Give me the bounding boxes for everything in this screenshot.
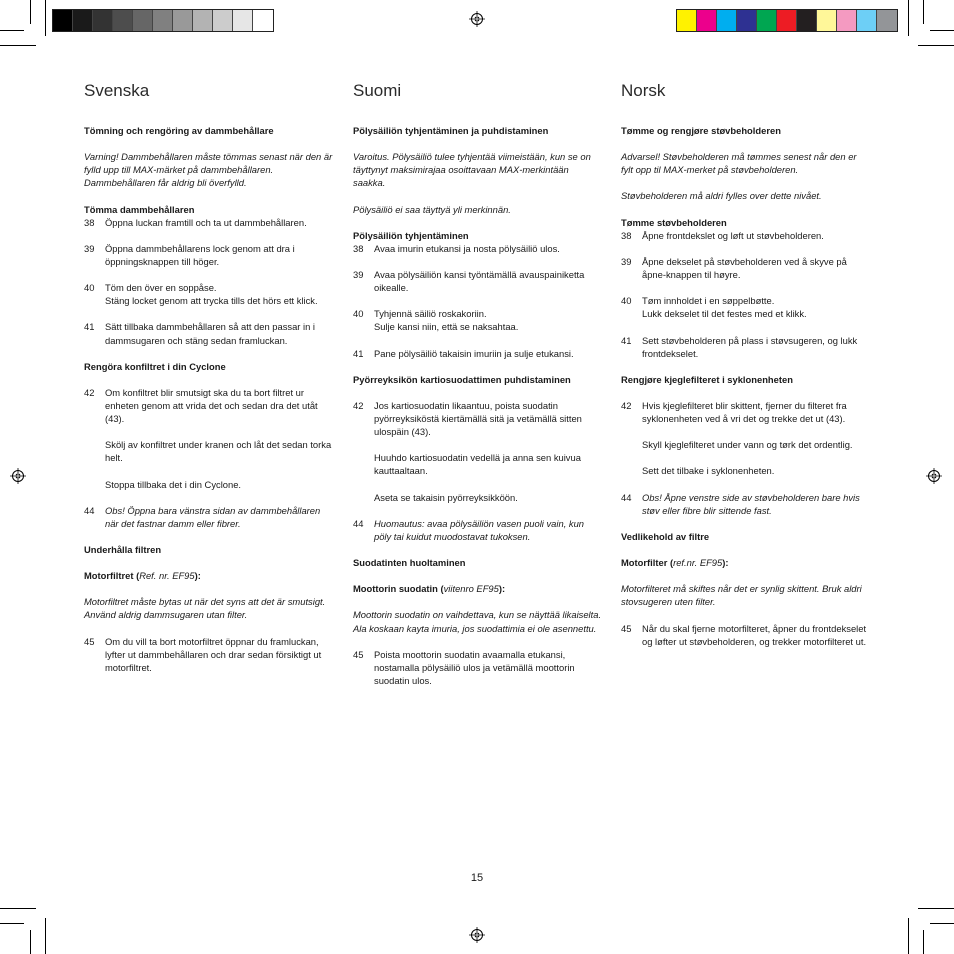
numbered-step — [353, 347, 603, 360]
numbered-step — [84, 281, 334, 294]
step-number — [84, 294, 105, 307]
italic-note: Varoitus. Pölysäiliö tulee tyhjentää viimeistään, kun se on täyttynyt maksimirajaa osoittavaan MAX-merkintään saakka. — [353, 151, 591, 189]
reference-suffix: ): — [194, 570, 201, 582]
section-heading: Vedlikehold av filtre — [621, 530, 710, 542]
step-number: 39 — [84, 242, 95, 254]
section-heading: Tömning och rengöring av dammbehållare — [84, 125, 274, 136]
numbered-step — [621, 294, 871, 307]
spacer — [353, 294, 603, 307]
numbered-step — [84, 478, 334, 491]
numbered-step — [84, 294, 334, 307]
step-text: Skyll kjeglefilteret under vann og tørk det ordentlig. — [642, 439, 853, 451]
italic-note: Varning! Dammbehållaren måste tömmas senast när den är fylld upp till MAX-märket på dammbehållaren. Dammbehållaren får aldrig bli överfylld. — [84, 151, 333, 189]
step-text: Avaa imurin etukansi ja nosta pölysäiliö ulos. — [374, 242, 560, 254]
step-number — [353, 451, 374, 477]
step-number: 40 — [353, 308, 364, 320]
spacer — [84, 373, 334, 386]
reference-number: Ref. nr. EF95 — [139, 570, 195, 582]
spacer — [84, 464, 334, 477]
crop-mark — [930, 30, 954, 31]
step-number — [84, 478, 105, 491]
spacer — [621, 517, 871, 530]
step-number: 38 — [353, 242, 364, 254]
step-text: Öppna luckan framtill och ta ut dammbehållaren. — [105, 216, 307, 228]
color-swatch — [817, 10, 837, 31]
color-swatch — [113, 10, 133, 31]
spacer — [621, 425, 871, 438]
numbered-step — [621, 229, 871, 242]
step-number: 38 — [84, 216, 95, 228]
crop-mark — [908, 0, 909, 36]
section-heading: Suodatinten huoltaminen — [353, 557, 466, 569]
step-number — [353, 320, 374, 333]
filter-reference-heading — [353, 582, 603, 595]
crop-mark — [918, 908, 954, 909]
step-number — [621, 464, 642, 477]
color-swatch — [253, 10, 273, 31]
step-text: Avaa pölysäiliön kansi työntämällä avauspainiketta oikealle. — [374, 269, 585, 294]
spacer — [353, 334, 603, 347]
spacer — [621, 478, 871, 491]
spacer — [84, 268, 334, 281]
spacer — [84, 229, 334, 242]
crop-mark — [0, 45, 36, 46]
step-text: Töm den över en soppåse. — [105, 282, 217, 294]
step-number — [621, 438, 642, 451]
color-swatch — [93, 10, 113, 31]
numbered-step — [84, 216, 334, 229]
spacer — [84, 530, 334, 543]
italic-note: Moottorin suodatin on vaihdettava, kun se näyttää likaiselta. Ala koskaan kayta imuria, jos suodattimia ei ole asennettu. — [353, 609, 602, 634]
filter-reference-heading — [621, 556, 871, 569]
numbered-step — [84, 635, 334, 674]
step-text: Skölj av konfiltret under kranen och låt det sedan torka helt. — [105, 439, 332, 464]
column-suomi — [353, 80, 603, 687]
numbered-step — [84, 504, 334, 530]
color-swatch — [737, 10, 757, 31]
section-heading: Rengöra konfiltret i din Cyclone — [84, 360, 226, 372]
spacer — [353, 386, 603, 399]
step-number: 44 — [84, 504, 95, 516]
color-swatch — [797, 10, 817, 31]
section-heading: Pölysäiliön tyhjentäminen — [353, 229, 469, 241]
numbered-step — [353, 648, 603, 687]
spacer — [353, 478, 603, 491]
italic-note: Advarsel! Støvbeholderen må tømmes senest når den er fylt opp til MAX-merket på støvbeholderen. — [621, 151, 857, 176]
reference-number: viitenro EF95 — [443, 583, 499, 595]
step-text: Tyhjennä säiliö roskakoriin. — [374, 308, 487, 320]
step-number: 45 — [621, 622, 632, 634]
spacer — [353, 438, 603, 451]
process-color-bar — [676, 9, 898, 32]
column-title: Suomi — [353, 81, 402, 100]
color-swatch — [837, 10, 857, 31]
step-number: 38 — [621, 229, 632, 241]
spacer — [353, 255, 603, 268]
color-swatch — [677, 10, 697, 31]
color-swatch — [777, 10, 797, 31]
step-number — [84, 438, 105, 464]
spacer — [353, 543, 603, 556]
step-number: 40 — [84, 282, 95, 294]
numbered-step — [353, 320, 603, 333]
step-text: Öppna dammbehållarens lock genom att dra i öppningsknappen till höger. — [105, 242, 295, 267]
numbered-step — [353, 242, 603, 255]
numbered-step — [621, 491, 871, 517]
reference-prefix: Motorfiltret ( — [84, 570, 140, 582]
step-text: Aseta se takaisin pyörreyksikköön. — [374, 491, 518, 503]
step-number — [621, 307, 642, 320]
grayscale-color-bar — [52, 9, 274, 32]
step-text: Pane pölysäiliö takaisin imuriin ja sulje etukansi. — [374, 347, 574, 359]
crop-mark — [45, 0, 46, 36]
step-text: Sulje kansi niin, että se naksahtaa. — [374, 321, 519, 333]
color-swatch — [173, 10, 193, 31]
step-text: Obs! Öppna bara vänstra sidan av dammbehållaren när det fastnar damm eller fibrer. — [105, 504, 321, 529]
step-text: Poista moottorin suodatin avaamalla etukansi, nostamalla pölysäiliö ulos ja vetämällä moottorin suodatin ulos. — [374, 648, 575, 686]
column-body — [84, 124, 334, 674]
color-swatch — [133, 10, 153, 31]
numbered-step — [84, 242, 334, 268]
page-number: 15 — [470, 872, 484, 884]
section-heading: Rengjøre kjeglefilteret i syklonenheten — [621, 373, 793, 385]
spacer — [621, 569, 871, 582]
step-text: Obs! Åpne venstre side av støvbeholderen bare hvis støv eller fibre blir sittende fast. — [642, 491, 860, 516]
spacer — [621, 176, 871, 189]
numbered-step — [621, 464, 871, 477]
spacer — [621, 137, 871, 150]
reference-prefix: Moottorin suodatin ( — [353, 583, 444, 595]
crop-mark — [930, 923, 954, 924]
spacer — [621, 608, 871, 621]
crop-mark — [0, 908, 36, 909]
crop-mark — [908, 918, 909, 954]
color-swatch — [233, 10, 253, 31]
registration-mark-icon — [926, 468, 942, 484]
step-number — [353, 491, 374, 504]
numbered-step — [621, 334, 871, 360]
step-text: Åpne frontdekslet og løft ut støvbeholderen. — [642, 229, 824, 241]
step-number: 45 — [84, 635, 95, 647]
step-text: Når du skal fjerne motorfilteret, åpner du frontdekselet og løfter ut støvbeholderen, og trekker motorfilteret ut. — [642, 622, 867, 647]
spacer — [84, 622, 334, 635]
italic-note: Motorfiltret måste bytas ut när det syns att det är smutsigt. Använd aldrig dammsugaren utan filter. — [84, 596, 326, 621]
column-norsk — [621, 80, 871, 648]
italic-note: Motorfilteret må skiftes når det er synlig skittent. Bruk aldri stovsugeren uten filter. — [621, 583, 862, 608]
color-swatch — [877, 10, 897, 31]
step-text: Jos kartiosuodatin likaantuu, poista suodatin pyörreyksiköstä kiertämällä sitä ja vetämällä sitten ulospäin (43). — [374, 399, 582, 438]
spacer — [84, 582, 334, 595]
spacer — [353, 635, 603, 648]
step-number: 41 — [84, 321, 95, 333]
numbered-step — [621, 622, 871, 648]
spacer — [353, 189, 603, 202]
spacer — [621, 543, 871, 556]
spacer — [621, 320, 871, 333]
column-svenska — [84, 80, 334, 674]
crop-mark — [30, 930, 31, 954]
step-text: Om konfiltret blir smutsigt ska du ta bort filtret ur enheten genom att vrida det och sedan dra det utåt (43). — [105, 386, 318, 425]
column-title: Svenska — [84, 81, 150, 100]
numbered-step — [353, 399, 603, 438]
step-number: 42 — [621, 399, 632, 411]
section-heading: Tømme støvbeholderen — [621, 216, 727, 228]
spacer — [353, 595, 603, 608]
step-number: 45 — [353, 648, 364, 660]
numbered-step — [353, 268, 603, 294]
spacer — [621, 203, 871, 216]
spacer — [84, 425, 334, 438]
spacer — [84, 347, 334, 360]
spacer — [621, 386, 871, 399]
crop-mark — [918, 45, 954, 46]
spacer — [84, 137, 334, 150]
numbered-step — [353, 491, 603, 504]
step-number: 41 — [621, 334, 632, 346]
registration-mark-icon — [469, 927, 485, 943]
section-heading: Pyörreyksikön kartiosuodattimen puhdistaminen — [353, 373, 571, 385]
step-text: Huomautus: avaa pölysäiliön vasen puoli vain, kun pöly tai kuidut muodostavat tukoksen. — [374, 517, 585, 542]
spacer — [353, 360, 603, 373]
crop-mark — [923, 0, 924, 24]
numbered-step — [353, 451, 603, 477]
crop-mark — [923, 930, 924, 954]
color-swatch — [213, 10, 233, 31]
color-swatch — [193, 10, 213, 31]
column-title: Norsk — [621, 81, 666, 100]
step-number: 42 — [353, 399, 364, 411]
step-text: Lukk dekselet til det festes med et klikk. — [642, 308, 807, 320]
spacer — [621, 360, 871, 373]
section-heading: Tømme og rengjøre støvbeholderen — [621, 125, 781, 136]
step-text: Stäng locket genom att trycka tills det hörs ett klick. — [105, 295, 318, 307]
spacer — [84, 189, 334, 202]
numbered-step — [353, 517, 603, 543]
spacer — [84, 556, 334, 569]
step-text: Stoppa tillbaka det i din Cyclone. — [105, 478, 242, 490]
numbered-step — [621, 307, 871, 320]
step-text: Tøm innholdet i en søppelbøtte. — [642, 295, 775, 307]
reference-prefix: Motorfilter ( — [621, 557, 674, 569]
italic-note: Pölysäiliö ei saa täyttyä yli merkinnän. — [353, 203, 511, 215]
step-text: Hvis kjeglefilteret blir skittent, fjerner du filteret fra syklonenheten ved å vri det og trekke det ut (43). — [642, 399, 847, 425]
color-swatch — [53, 10, 73, 31]
spacer — [621, 281, 871, 294]
numbered-step — [84, 386, 334, 425]
step-number: 44 — [353, 517, 364, 529]
column-body — [621, 124, 871, 648]
spacer — [84, 491, 334, 504]
step-text: Om du vill ta bort motorfiltret öppnar du framluckan, lyfter ut dammbehållaren och drar sedan försiktigt ut motorfiltret. — [105, 635, 322, 673]
crop-mark — [30, 0, 31, 24]
step-number: 41 — [353, 347, 364, 359]
spacer — [353, 504, 603, 517]
color-swatch — [757, 10, 777, 31]
color-swatch — [857, 10, 877, 31]
spacer — [353, 137, 603, 150]
numbered-step — [84, 438, 334, 464]
filter-reference-heading — [84, 569, 334, 582]
step-number: 39 — [621, 255, 632, 267]
step-text: Huuhdo kartiosuodatin vedellä ja anna sen kuivua kauttaaltaan. — [374, 452, 581, 477]
step-text: Åpne dekselet på støvbeholderen ved å skyve på åpne-knappen til høyre. — [642, 255, 847, 281]
step-text: Sett støvbeholderen på plass i støvsugeren, og lukk frontdekselet. — [642, 334, 858, 359]
section-heading: Tömma dammbehållaren — [84, 203, 195, 215]
numbered-step — [621, 399, 871, 425]
section-heading: Pölysäiliön tyhjentäminen ja puhdistaminen — [353, 125, 549, 136]
step-number: 44 — [621, 491, 632, 503]
step-number: 40 — [621, 295, 632, 307]
step-number: 42 — [84, 386, 95, 398]
color-swatch — [717, 10, 737, 31]
registration-mark-icon — [10, 468, 26, 484]
spacer — [621, 451, 871, 464]
numbered-step — [621, 438, 871, 451]
color-swatch — [697, 10, 717, 31]
reference-suffix: ): — [498, 583, 506, 595]
spacer — [353, 569, 603, 582]
color-swatch — [73, 10, 93, 31]
section-heading: Underhålla filtren — [84, 544, 162, 555]
italic-note: Støvbeholderen må aldri fylles over dette nivået. — [621, 190, 822, 202]
spacer — [621, 242, 871, 255]
step-number: 39 — [353, 269, 364, 281]
column-body — [353, 124, 603, 687]
crop-mark — [0, 30, 24, 31]
numbered-step — [353, 307, 603, 320]
spacer — [353, 216, 603, 229]
reference-number: ref.nr. EF95 — [673, 557, 723, 569]
crop-mark — [0, 923, 24, 924]
step-text: Sett det tilbake i syklonenheten. — [642, 465, 775, 477]
registration-mark-icon — [469, 11, 485, 27]
color-swatch — [153, 10, 173, 31]
numbered-step — [84, 320, 334, 346]
numbered-step — [621, 255, 871, 281]
reference-suffix: ): — [722, 557, 729, 569]
spacer — [84, 307, 334, 320]
crop-mark — [45, 918, 46, 954]
step-text: Sätt tillbaka dammbehållaren så att den passar in i dammsugaren och stäng sedan framluckan. — [105, 321, 316, 346]
